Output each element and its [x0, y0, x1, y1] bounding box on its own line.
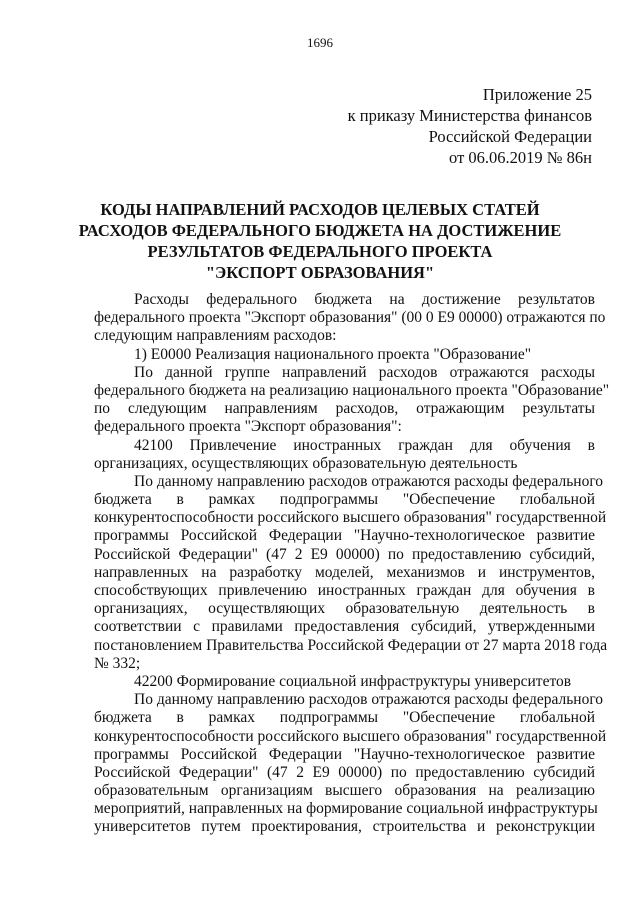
text-line: по следующим направлениям расходов, отражающим результаты	[94, 400, 595, 418]
appendix-block	[348, 84, 592, 168]
text-line: направленных на разработку моделей, механизмов и инструментов,	[94, 563, 595, 581]
document-title	[60, 199, 580, 283]
text-line: следующим направлениям расходов:	[94, 327, 337, 345]
text-line: По данной группе направлений расходов отражаются расходы	[134, 363, 595, 381]
text-line: программы Российской Федерации "Научно-технологическое развитие	[94, 745, 595, 763]
appendix-line: от 06.06.2019 № 86н	[449, 148, 592, 167]
title-line: "ЭКСПОРТ ОБРАЗОВАНИЯ"	[205, 263, 435, 282]
text-line: организациях, осуществляющих образовательную деятельность в	[94, 600, 595, 618]
text-line: конкурентоспособности российского высшего образования" государственной	[94, 727, 607, 745]
text-line: конкурентоспособности российского высшего образования" государственной	[94, 509, 607, 527]
text-line: По данному направлению расходов отражаются расходы федерального	[134, 691, 604, 709]
text-line: программы Российской Федерации "Научно-технологическое развитие	[94, 527, 595, 545]
text-line: образовательным организациям высшего образования на реализацию	[94, 782, 595, 800]
appendix-line: Российской Федерации	[428, 127, 592, 146]
text-line: Российской Федерации" (47 2 Е9 00000) по предоставлению субсидий,	[94, 545, 595, 563]
appendix-line: Приложение 25	[482, 85, 592, 104]
appendix-line: к приказу Министерства финансов	[347, 106, 592, 125]
text-line: 42100 Привлечение иностранных граждан для обучения в	[134, 436, 595, 454]
page-number: 1696	[307, 35, 333, 50]
text-line: способствующих привлечению иностранных граждан для обучения в	[94, 582, 595, 599]
text-line: университетов путем проектирования, строительства и реконструкции	[94, 818, 595, 836]
text-line: федерального проекта "Экспорт образования" (00 0 Е9 00000) отражаются по	[94, 309, 606, 327]
text-line: федерального проекта "Экспорт образования":	[94, 418, 402, 436]
title-line: РЕЗУЛЬТАТОВ ФЕДЕРАЛЬНОГО ПРОЕКТА	[147, 242, 493, 261]
text-line: Расходы федерального бюджета на достижение результатов	[134, 291, 595, 308]
title-line: КОДЫ НАПРАВЛЕНИЙ РАСХОДОВ ЦЕЛЕВЫХ СТАТЕЙ	[100, 200, 540, 219]
text-line: мероприятий, направленных на формирование социальной инфраструктуры	[94, 800, 598, 818]
text-line: бюджета в рамках подпрограммы "Обеспечение глобальной	[94, 491, 595, 509]
text-line: № 332;	[94, 654, 141, 672]
text-line: федерального бюджета на реализацию национального проекта "Образование"	[94, 381, 610, 399]
body-text	[94, 291, 610, 837]
text-line: соответствии с правилами предоставления субсидий, утвержденными	[94, 618, 595, 636]
text-line: бюджета в рамках подпрограммы "Обеспечение глобальной	[94, 709, 595, 727]
title-line: РАСХОДОВ ФЕДЕРАЛЬНОГО БЮДЖЕТА НА ДОСТИЖЕНИЕ	[78, 221, 562, 240]
text-line: организациях, осуществляющих образовательную деятельность	[94, 454, 518, 472]
text-line: 42200 Формирование социальной инфраструктуры университетов	[134, 672, 572, 690]
text-line: Российской Федерации" (47 2 Е9 00000) по предоставлению субсидий	[94, 763, 595, 781]
text-line: По данному направлению расходов отражаются расходы федерального	[134, 472, 604, 490]
text-line: 1) Е0000 Реализация национального проекта "Образование"	[134, 345, 532, 363]
text-line: постановлением Правительства Российской Федерации от 27 марта 2018 года	[94, 636, 608, 654]
